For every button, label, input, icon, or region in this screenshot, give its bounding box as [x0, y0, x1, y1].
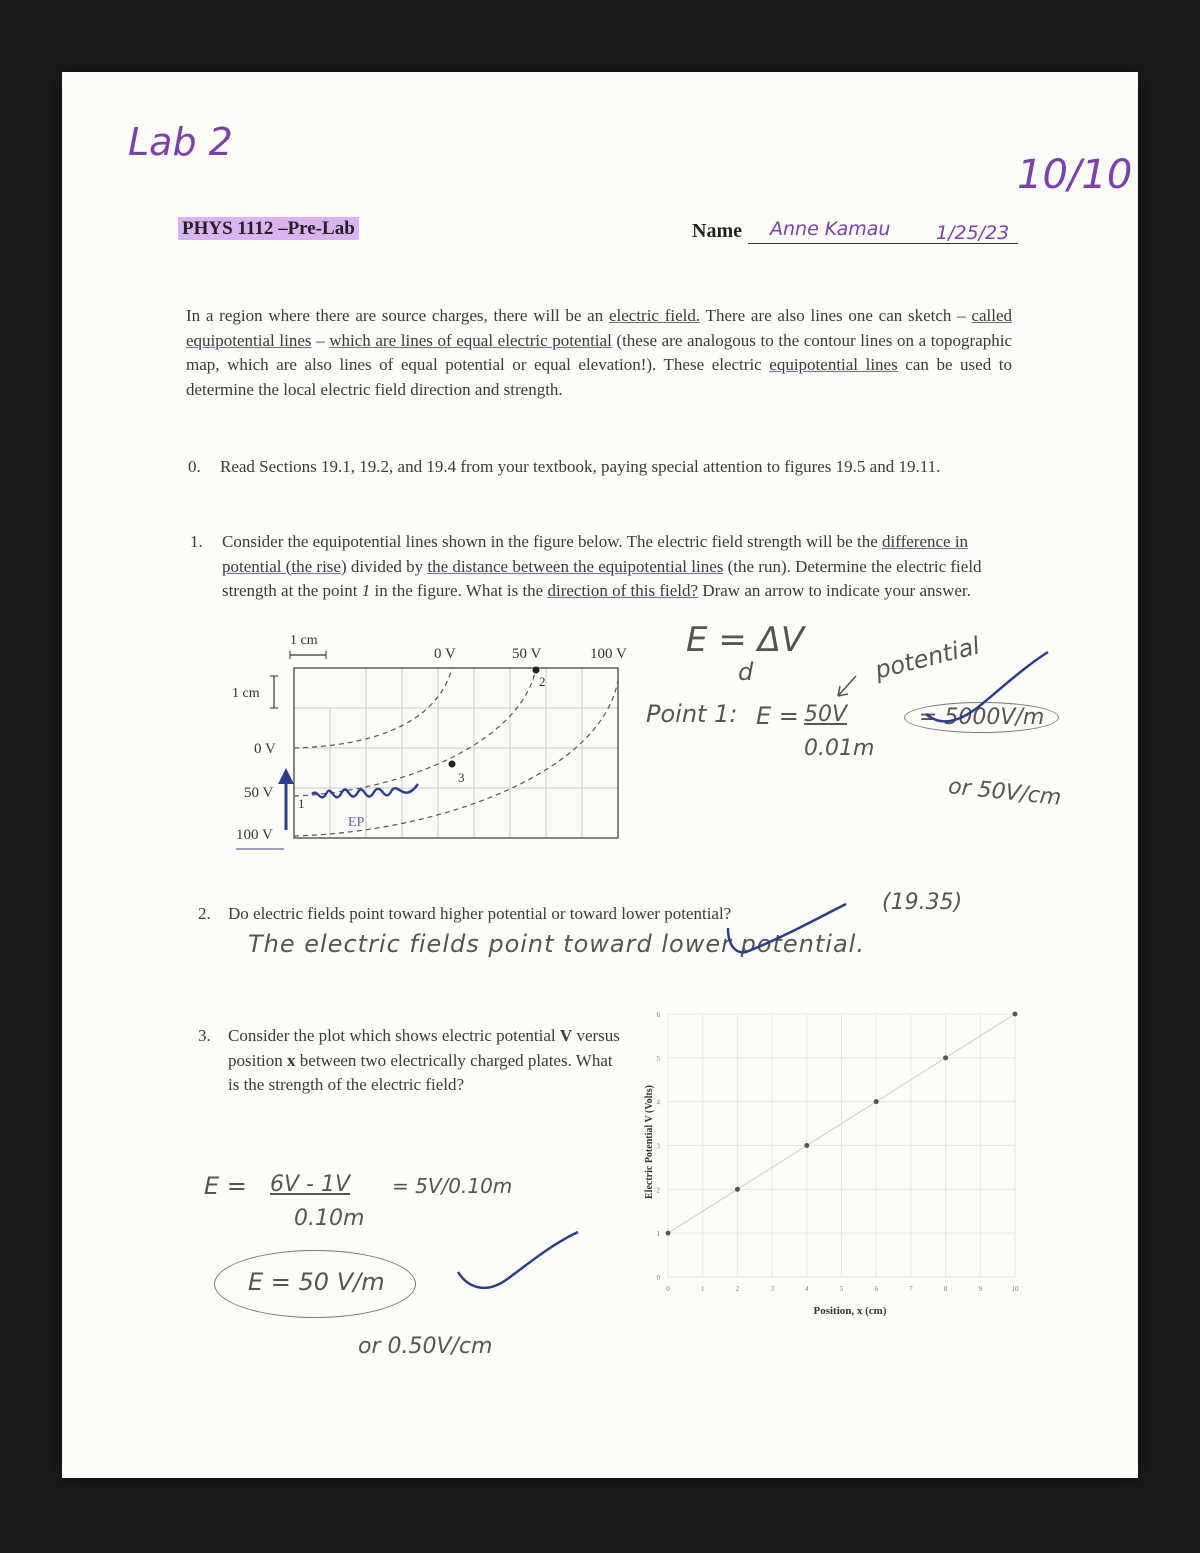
y-tick-label: 6	[656, 1011, 660, 1019]
course-title: PHYS 1112 –Pre-Lab	[178, 217, 359, 240]
y-axis-label: Electric Potential V (Volts)	[644, 1085, 655, 1199]
data-point	[666, 1231, 671, 1236]
x-tick-label: 10	[1011, 1285, 1019, 1293]
student-name: Anne Kamau	[770, 218, 891, 240]
left-label-100v: 100 V	[236, 827, 273, 843]
point1-eq: E =	[756, 702, 799, 730]
ep-label: EP	[348, 815, 365, 830]
x-tick-label: 9	[978, 1285, 983, 1293]
point1-alt: or 50V/cm	[947, 774, 1063, 811]
y-tick-label: 0	[656, 1274, 660, 1282]
point1-numerator: 50V	[804, 702, 848, 727]
left-label-50v: 50 V	[244, 785, 274, 801]
y-tick-label: 4	[656, 1098, 660, 1107]
checkmark-1	[922, 642, 1052, 732]
q1-number: 1.	[190, 532, 203, 551]
point-2-label: 2	[539, 674, 546, 689]
top-label-100v: 100 V	[590, 646, 627, 662]
top-label-50v: 50 V	[512, 646, 542, 662]
y-tick-label: 2	[656, 1186, 660, 1195]
arrow-to-potential	[832, 672, 862, 702]
q3-result: E = 50 V/m	[248, 1268, 385, 1296]
x-tick-label: 5	[839, 1285, 844, 1293]
data-point	[804, 1143, 809, 1148]
x-tick-label: 6	[874, 1285, 878, 1293]
x-tick-label: 8	[943, 1285, 948, 1293]
point1-result: = 5000V/m	[904, 702, 1059, 733]
date: 1/25/23	[936, 222, 1010, 244]
q3-number: 3.	[198, 1026, 211, 1045]
q3-mid: = 5V/0.10m	[392, 1174, 513, 1198]
formula-bottom: d	[738, 658, 754, 686]
data-point	[943, 1055, 948, 1060]
y-tick-label: 3	[656, 1142, 660, 1151]
x-tick-label: 4	[805, 1285, 809, 1293]
score-mark: 10/10	[1017, 152, 1133, 198]
lab-label: Lab 2	[128, 120, 233, 164]
q2-text: Do electric fields point toward higher potential or toward lower potential?	[228, 904, 732, 923]
potential-note: potential	[872, 631, 983, 685]
y-tick-label: 1	[656, 1230, 660, 1239]
y-tick-label: 5	[656, 1054, 660, 1063]
top-label-0v: 0 V	[434, 646, 456, 662]
checkmark-2	[722, 898, 852, 960]
ref-note: (19.35)	[882, 890, 963, 915]
equipotential-figure	[222, 632, 642, 862]
data-point	[874, 1099, 879, 1104]
arrow-head	[278, 768, 294, 784]
intro-paragraph: In a region where there are source charges, there will be an electric field. There are also lines one can sketch – called equipotential lines – which are lines of equal electric potential (these are analogous to the contour lines on a topographic map, which are also lines of equal potential or equal elevation!). These electric equipotential lines can be used to determine the local electric field direction and strength.	[186, 306, 1013, 399]
q3-alt: or 0.50V/cm	[358, 1334, 493, 1359]
q2-answer: The electric fields point toward lower potential.	[248, 930, 865, 958]
q3-text: Consider the plot which shows electric potential V versus position x between two electrically charged plates. What is the strength of the electric field?	[228, 1026, 620, 1094]
x-tick-label: 2	[735, 1285, 740, 1293]
point1-label-hw: Point 1:	[646, 700, 738, 728]
x-axis-label: Position, x (cm)	[813, 1305, 887, 1317]
q0-text: Read Sections 19.1, 19.2, and 19.4 from your textbook, paying special attention to figures 19.5 and 19.11.	[220, 457, 941, 476]
data-point	[735, 1187, 740, 1192]
q0-number: 0.	[188, 457, 201, 476]
q3-lhs: E =	[204, 1172, 247, 1200]
x-tick-label: 1	[700, 1285, 705, 1293]
potential-vs-position-chart	[630, 1002, 1030, 1322]
q2-number: 2.	[198, 904, 211, 923]
worksheet-page	[62, 72, 1138, 1478]
formula-top: E = ΔV	[686, 620, 805, 660]
point-1-label: 1	[298, 796, 305, 811]
q1-text: Consider the equipotential lines shown in the figure below. The electric field strength will be the difference in potential (the rise) divided by the distance between the equipotential lines (the run). Determine the electric field strength at the point 1 in the figure. What is the direction of this field? Draw an arrow to indicate your answer.	[222, 532, 982, 600]
point1-denominator: 0.01m	[804, 736, 875, 761]
checkmark-3	[454, 1228, 584, 1298]
scale-y-label: 1 cm	[232, 686, 260, 701]
point-3-label: 3	[458, 770, 465, 785]
x-tick-label: 3	[770, 1285, 774, 1293]
q3-numerator: 6V - 1V	[270, 1172, 351, 1197]
x-tick-label: 7	[909, 1285, 913, 1293]
scale-x-label: 1 cm	[290, 633, 318, 648]
data-point	[1013, 1012, 1018, 1017]
left-label-0v: 0 V	[254, 741, 276, 757]
name-label: Name	[692, 220, 742, 242]
x-tick-label: 0	[666, 1285, 670, 1293]
point-3-marker	[449, 761, 456, 768]
point-2-marker	[533, 667, 540, 674]
q3-denominator: 0.10m	[294, 1206, 365, 1231]
